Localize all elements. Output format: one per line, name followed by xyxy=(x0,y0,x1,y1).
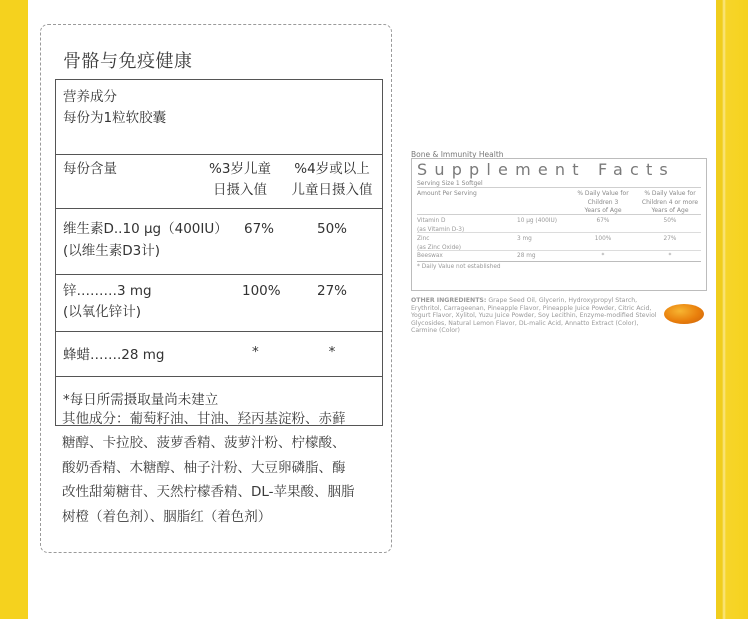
en-zinc-name-l2: (as Zinc Oxide) xyxy=(417,244,462,251)
en-vitd-name-l1: Vitamin D xyxy=(417,218,446,224)
cn-zinc-pct3: 100% xyxy=(242,283,281,299)
en-column-headers xyxy=(417,188,701,215)
cn-vitd-source: (以维生素D3计) xyxy=(63,243,161,259)
en-col-child4-line: Children 4 or more xyxy=(641,198,699,206)
en-title: Supplement Facts xyxy=(417,160,675,179)
en-footnote: * Daily Value not established xyxy=(417,264,501,270)
cn-col-child3-l1: %3岁儿童 xyxy=(209,161,271,177)
en-col-child3-line: Children 3 xyxy=(587,198,619,206)
page-edge-border xyxy=(716,0,748,619)
cn-col-amount: 每份含量 xyxy=(63,161,117,177)
cn-col-child3-l2: 日摄入值 xyxy=(213,182,267,198)
en-vitd-name-l2: (as Vitamin D-3) xyxy=(417,226,465,233)
en-zinc-name xyxy=(417,235,461,252)
cn-col-child4-l1: %4岁或以上 xyxy=(294,161,370,177)
en-beeswax-pct4: * xyxy=(668,253,672,259)
cn-other-line: 酸奶香精、木糖醇、柚子汁粉、大豆卵磷脂、酶 xyxy=(62,459,346,476)
en-col-child3-line: Years of Age xyxy=(584,207,622,214)
cn-zinc-source: (以氧化锌计) xyxy=(63,304,142,320)
cn-footnote: *每日所需摄取量尚未建立 xyxy=(63,392,219,408)
table-row xyxy=(417,251,701,262)
en-serving-size: Serving Size 1 Softgel xyxy=(417,179,701,188)
en-vitd-pct4: 50% xyxy=(663,218,677,224)
cn-other-line: 改性甜菊糖苷、天然柠檬香精、DL-苹果酸、胭脂 xyxy=(62,484,355,501)
cn-zinc-pct4: 27% xyxy=(316,283,347,299)
cn-title: 骨骼与免疫健康 xyxy=(63,51,193,72)
en-vitd-amount: 10 µg (400IU) xyxy=(517,218,557,224)
en-zinc-amount: 3 mg xyxy=(517,236,532,242)
cn-vitd-pct3: 67% xyxy=(244,221,275,237)
en-col-child4-line: Years of Age xyxy=(651,207,689,214)
cn-header-line1: 营养成分 xyxy=(63,89,117,105)
cn-other-line: 糖醇、卡拉胶、菠萝香精、菠萝汁粉、柠檬酸、 xyxy=(62,435,346,452)
cn-header-line2: 每份为1粒软胶囊 xyxy=(63,110,167,126)
table-row xyxy=(56,209,382,275)
cn-other-ingredients xyxy=(62,407,382,529)
cn-column-headers xyxy=(56,155,382,209)
cn-beeswax-pct4: * xyxy=(328,344,336,360)
cn-beeswax-pct3: * xyxy=(252,344,259,360)
en-beeswax-pct3: * xyxy=(601,253,605,259)
cn-col-child4-l2: 儿童日摄入值 xyxy=(291,182,373,198)
en-zinc-pct4: 27% xyxy=(663,236,677,242)
cn-beeswax-name: 蜂蜡…….28 mg xyxy=(63,347,165,363)
table-row xyxy=(417,215,701,233)
en-zinc-name-l1: Zinc xyxy=(417,236,430,242)
cn-other-line: 树橙（着色剂）、胭脂红（着色剂） xyxy=(62,508,272,525)
en-col-child4-line: % Daily Value for xyxy=(644,190,696,197)
en-other-ingredients xyxy=(411,297,657,335)
en-beeswax-amount: 28 mg xyxy=(517,253,536,259)
en-category: Bone & Immunity Health xyxy=(411,150,504,159)
cn-nutrition-table xyxy=(55,79,383,426)
en-col-child3 xyxy=(571,190,635,216)
table-row xyxy=(417,233,701,251)
cn-label-card xyxy=(40,24,392,553)
table-row xyxy=(56,275,382,332)
en-supplement-facts-panel xyxy=(411,158,707,291)
en-col-amount: Amount Per Serving xyxy=(417,190,477,197)
cn-other-line: 其他成分：葡萄籽油、甘油、羟丙基淀粉、赤藓 xyxy=(62,411,346,427)
en-vitd-name xyxy=(417,217,464,234)
en-other-label: OTHER INGREDIENTS: xyxy=(411,297,487,304)
en-col-child3-line: % Daily Value for xyxy=(577,190,629,197)
en-vitd-pct3: 67% xyxy=(596,218,610,224)
cn-zinc-name: 锌………3 mg xyxy=(63,283,152,299)
cn-table-header xyxy=(56,80,382,155)
cn-vitd-pct4: 50% xyxy=(316,221,347,237)
en-other-text: Grape Seed Oil, Glycerin, Hydroxypropyl Starch, Erythritol, Carrageenan, Pineapple Flavor, Pineapple Juice Powder, Citric Acid, Yogurt Flavor, Xylitol, Yuzu Juice Powder, Soy Lecithin, Enzyme-modified Steviol Glycosides, Natural Lemon Flavor, DL-malic Acid, Annatto Extract (Color), Carmine (Color) xyxy=(411,297,657,335)
cn-vitd-name: 维生素D..10 µg（400IU） xyxy=(63,221,228,237)
table-row xyxy=(56,332,382,377)
en-col-child4 xyxy=(637,190,703,216)
en-zinc-pct3: 100% xyxy=(594,236,612,242)
softgel-capsule-image xyxy=(664,304,704,324)
en-beeswax-name: Beeswax xyxy=(417,253,443,259)
